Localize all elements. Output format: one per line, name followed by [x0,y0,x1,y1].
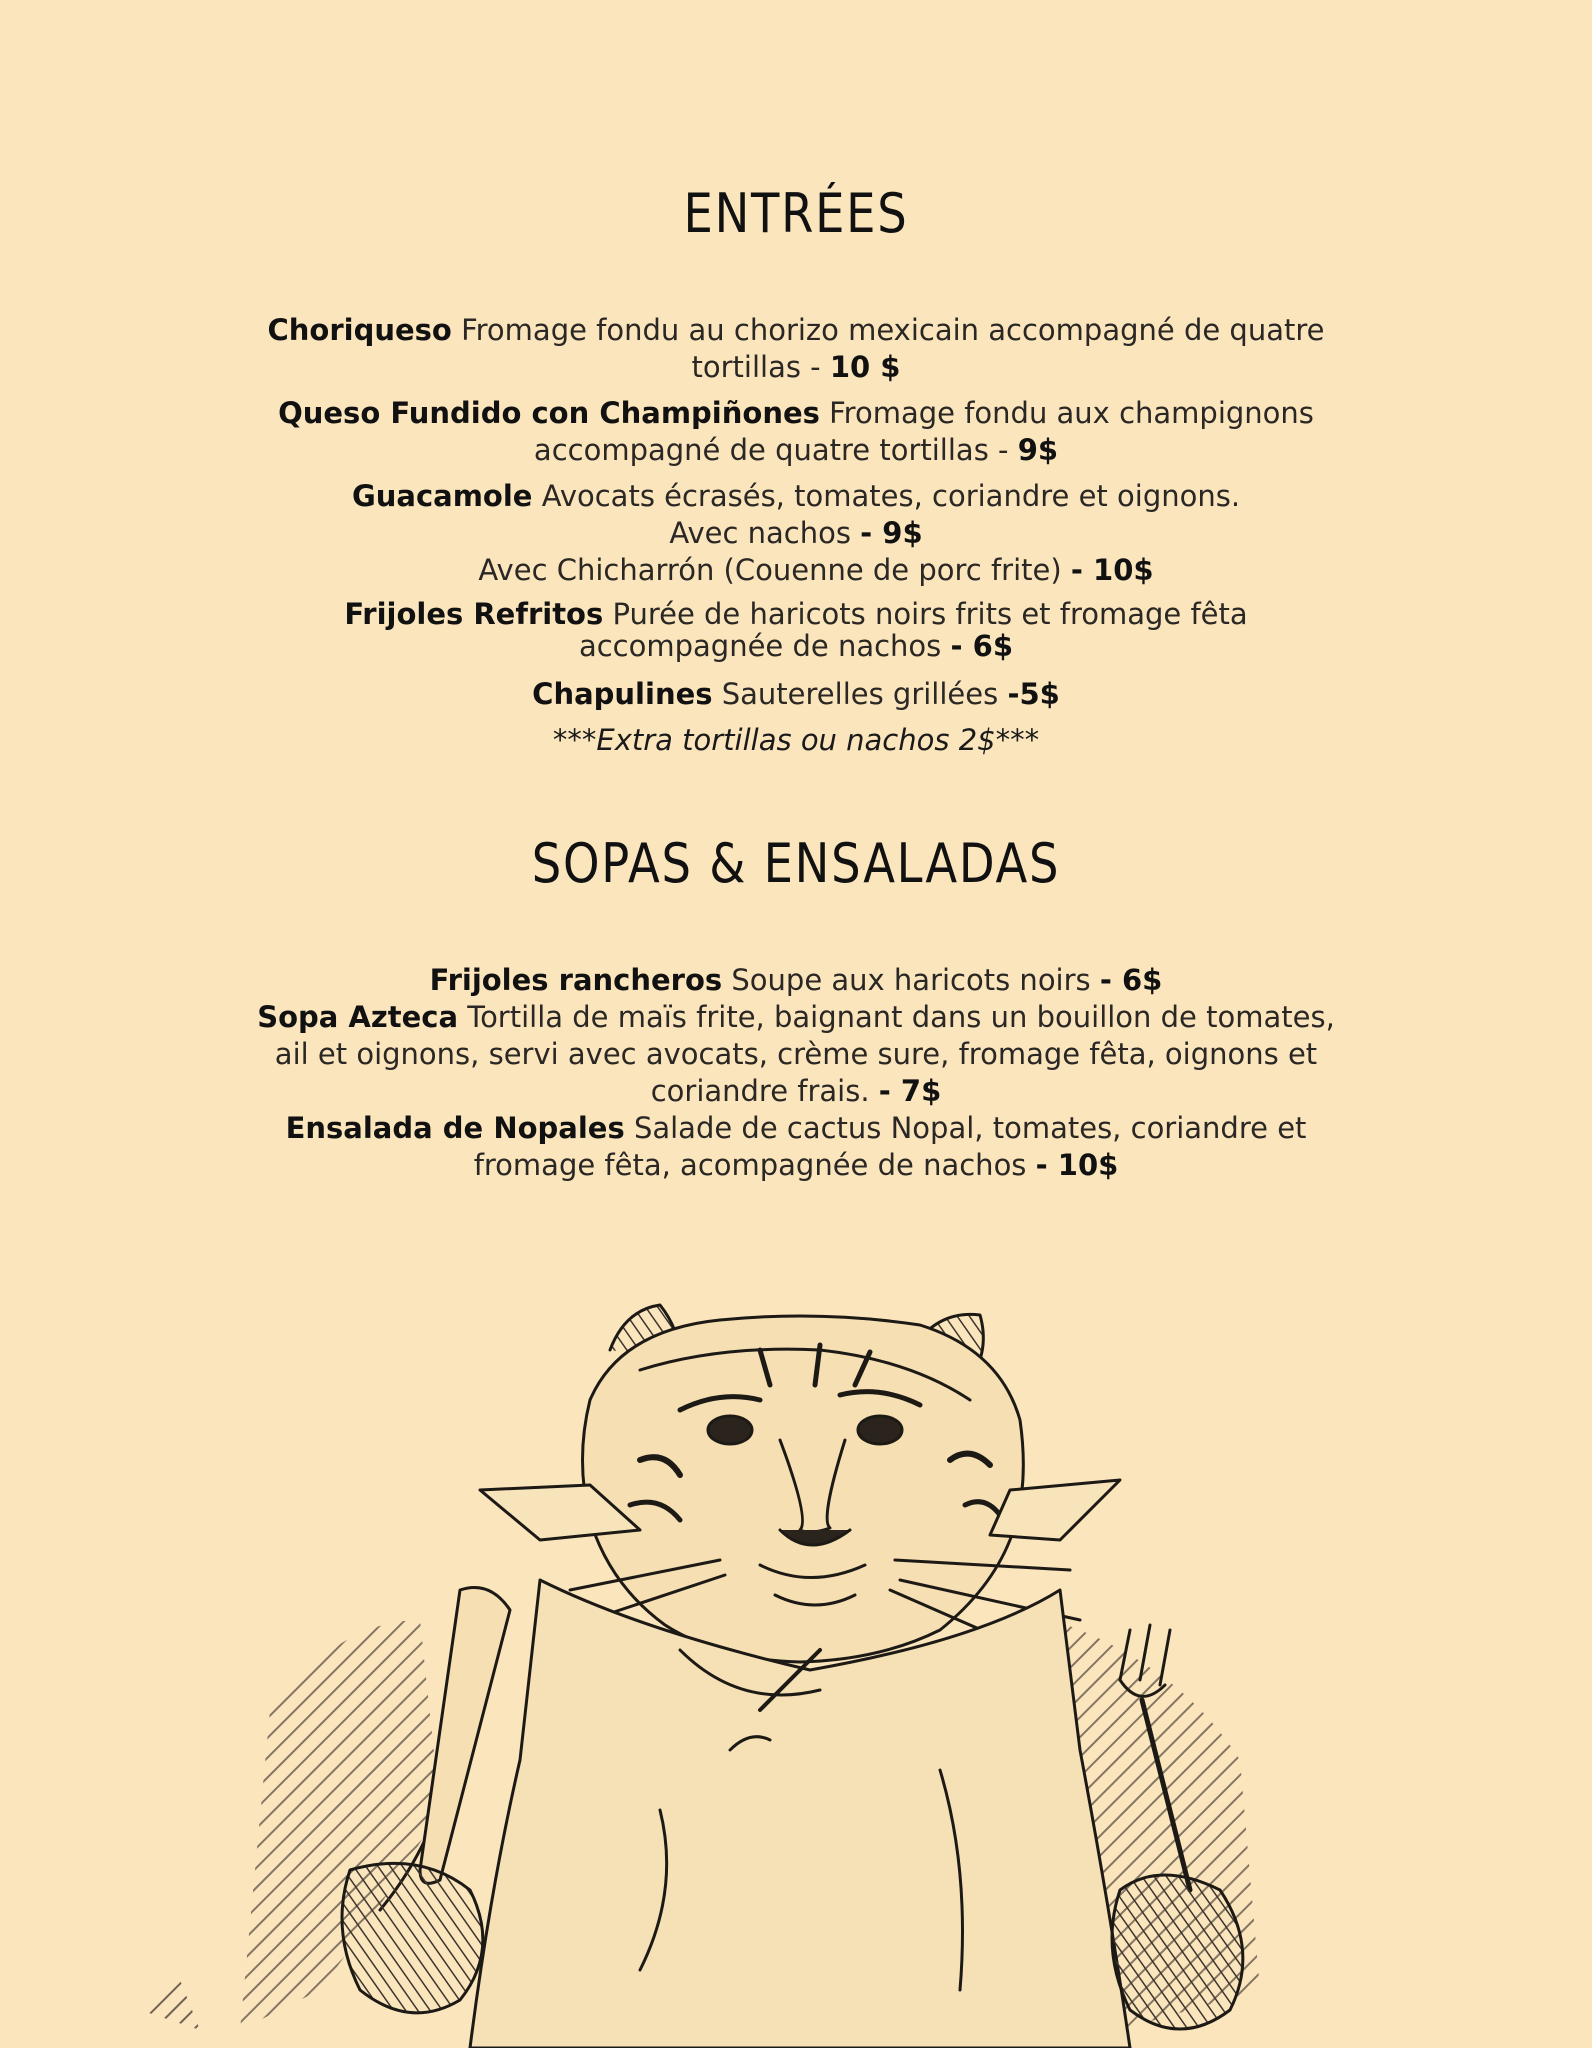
item-description: Avocats écrasés, tomates, coriandre et oignons. [541,479,1241,513]
menu-item-sopa-azteca [0,999,1592,1110]
item-description: accompagné de quatre tortillas - [533,433,1018,467]
sopas-list [0,962,1592,1184]
sopas-title: SOPAS & ENSALADAS [531,832,1061,895]
item-description: coriandre frais. [650,1074,879,1108]
item-name: Queso Fundido con Champiñones [278,396,820,430]
menu-item-ensalada-nopales [0,1110,1592,1184]
item-option: Avec Chicharrón (Couenne de porc frite) [478,553,1071,587]
item-name: Choriqueso [267,313,452,347]
entrees-list [0,312,1592,759]
entrees-title: ENTRÉES [683,182,909,245]
tiger-chef-illustration [120,1290,1380,2048]
item-description: Soupe aux haricots noirs [731,963,1100,997]
item-description: accompagnée de nachos [578,629,951,663]
menu-item-choriqueso [0,312,1592,386]
item-name: Sopa Azteca [257,1000,459,1034]
item-description: Fromage fondu au chorizo mexicain accompagné de quatre [461,313,1325,347]
item-price: - 6$ [950,629,1014,663]
item-name: Ensalada de Nopales [285,1111,625,1145]
item-description: fromage fêta, acompagnée de nachos [473,1148,1036,1182]
menu-item-queso-fundido [0,395,1592,469]
item-price: - 7$ [878,1074,942,1108]
item-name: Frijoles Refritos [344,597,604,631]
item-price: - 10$ [1070,553,1154,587]
menu-item-frijoles-rancheros [0,962,1592,999]
item-price: 10 $ [829,350,901,384]
item-name: Chapulines [532,677,713,711]
item-option: Avec nachos [669,516,861,550]
item-name: Frijoles rancheros [429,963,723,997]
item-description: Tortilla de maïs frite, baignant dans un bouillon de tomates, [467,1000,1335,1034]
item-price: - 10$ [1035,1148,1119,1182]
item-description: Salade de cactus Nopal, tomates, coriandre et [633,1111,1307,1145]
item-price: 9$ [1017,433,1059,467]
item-description: Sauterelles grillées [721,677,1008,711]
item-description: ail et oignons, servi avec avocats, crème sure, fromage fêta, oignons et [274,1037,1318,1071]
menu-item-guacamole [0,478,1592,589]
item-description: tortillas - [691,350,830,384]
item-name: Guacamole [351,479,533,513]
extra-note: ***Extra tortillas ou nachos 2$*** [552,723,1040,757]
item-price: -5$ [1007,677,1060,711]
menu-item-frijoles-refritos [0,598,1592,662]
menu-item-chapulines [0,676,1592,713]
item-price: - 9$ [860,516,923,550]
item-price: - 6$ [1099,963,1163,997]
item-description: Purée de haricots noirs frits et fromage fêta [612,597,1248,631]
item-description: Fromage fondu aux champignons [829,396,1314,430]
